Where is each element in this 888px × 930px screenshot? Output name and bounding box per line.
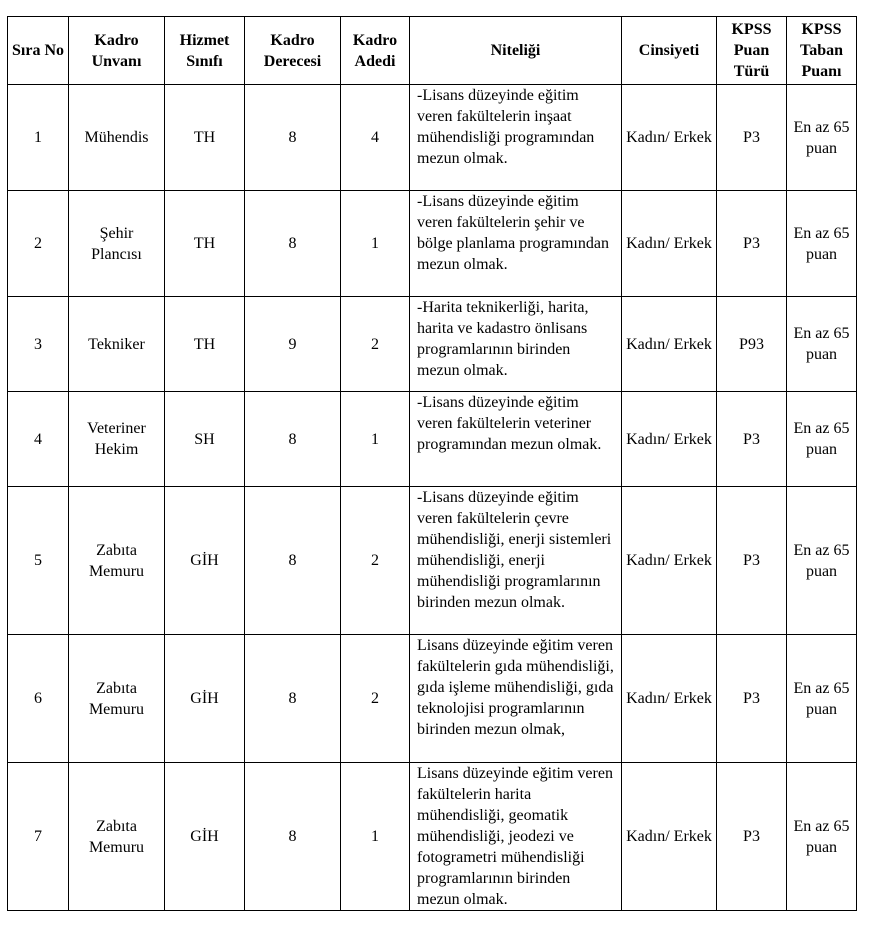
cell-unvan: Veteriner Hekim	[69, 392, 165, 487]
cell-adet: 1	[341, 191, 410, 297]
table-row	[8, 763, 857, 911]
header-hizmet-sinifi: Hizmet Sınıfı	[165, 17, 245, 85]
cell-taban: En az 65 puan	[787, 763, 857, 911]
table-row	[8, 85, 857, 191]
cell-puan-turu: P3	[717, 763, 787, 911]
cell-sinif: GİH	[165, 763, 245, 911]
cell-derece: 8	[245, 487, 341, 635]
cell-unvan: Zabıta Memuru	[69, 763, 165, 911]
cell-cinsiyet: Kadın/ Erkek	[622, 635, 717, 763]
cell-sira: 2	[8, 191, 69, 297]
header-row	[8, 17, 857, 85]
cell-sinif: GİH	[165, 635, 245, 763]
cell-puan-turu: P3	[717, 392, 787, 487]
cell-puan-turu: P3	[717, 487, 787, 635]
cell-taban: En az 65 puan	[787, 191, 857, 297]
cell-derece: 8	[245, 763, 341, 911]
cell-taban: En az 65 puan	[787, 297, 857, 392]
cell-derece: 8	[245, 392, 341, 487]
cell-derece: 8	[245, 85, 341, 191]
cell-cinsiyet: Kadın/ Erkek	[622, 85, 717, 191]
cell-taban: En az 65 puan	[787, 635, 857, 763]
cell-sira: 6	[8, 635, 69, 763]
kadro-table-wrapper	[7, 16, 857, 911]
cell-derece: 8	[245, 191, 341, 297]
cell-puan-turu: P3	[717, 191, 787, 297]
header-kadro-unvani: Kadro Unvanı	[69, 17, 165, 85]
cell-adet: 2	[341, 487, 410, 635]
table-row	[8, 297, 857, 392]
cell-sira: 4	[8, 392, 69, 487]
cell-nitelik: -Lisans düzeyinde eğitim veren fakültelerin inşaat mühendisliği programından mezun olmak.	[410, 85, 622, 191]
cell-sira: 1	[8, 85, 69, 191]
cell-unvan: Şehir Plancısı	[69, 191, 165, 297]
cell-nitelik: -Harita teknikerliği, harita, harita ve kadastro önlisans programlarının birinden mezun olmak.	[410, 297, 622, 392]
cell-unvan: Tekniker	[69, 297, 165, 392]
cell-sinif: TH	[165, 85, 245, 191]
header-kadro-adedi: Kadro Adedi	[341, 17, 410, 85]
cell-cinsiyet: Kadın/ Erkek	[622, 191, 717, 297]
cell-cinsiyet: Kadın/ Erkek	[622, 297, 717, 392]
cell-sinif: TH	[165, 191, 245, 297]
cell-nitelik: Lisans düzeyinde eğitim veren fakültelerin gıda mühendisliği, gıda işleme mühendisliği, gıda teknolojisi programlarının birinden mezun olmak,	[410, 635, 622, 763]
cell-sira: 3	[8, 297, 69, 392]
cell-unvan: Mühendis	[69, 85, 165, 191]
table-row	[8, 635, 857, 763]
cell-nitelik: -Lisans düzeyinde eğitim veren fakültelerin şehir ve bölge planlama programından mezun olmak.	[410, 191, 622, 297]
header-kadro-derecesi: Kadro Derecesi	[245, 17, 341, 85]
cell-adet: 2	[341, 297, 410, 392]
cell-taban: En az 65 puan	[787, 85, 857, 191]
cell-unvan: Zabıta Memuru	[69, 635, 165, 763]
cell-nitelik: -Lisans düzeyinde eğitim veren fakültelerin veteriner programından mezun olmak.	[410, 392, 622, 487]
cell-adet: 1	[341, 763, 410, 911]
cell-unvan: Zabıta Memuru	[69, 487, 165, 635]
header-niteligi: Niteliği	[410, 17, 622, 85]
kadro-table	[7, 16, 857, 911]
cell-nitelik: Lisans düzeyinde eğitim veren fakültelerin harita mühendisliği, geomatik mühendisliği, jeodezi ve fotogrametri mühendisliği programlarının birinden mezun olmak.	[410, 763, 622, 911]
cell-adet: 1	[341, 392, 410, 487]
cell-sinif: TH	[165, 297, 245, 392]
cell-derece: 9	[245, 297, 341, 392]
cell-nitelik: -Lisans düzeyinde eğitim veren fakültelerin çevre mühendisliği, enerji sistemleri mühendisliği, enerji mühendisliği programlarının birinden mezun olmak.	[410, 487, 622, 635]
cell-derece: 8	[245, 635, 341, 763]
cell-puan-turu: P93	[717, 297, 787, 392]
cell-sira: 5	[8, 487, 69, 635]
cell-sinif: GİH	[165, 487, 245, 635]
header-cinsiyeti: Cinsiyeti	[622, 17, 717, 85]
table-row	[8, 191, 857, 297]
cell-cinsiyet: Kadın/ Erkek	[622, 487, 717, 635]
cell-taban: En az 65 puan	[787, 487, 857, 635]
cell-sira: 7	[8, 763, 69, 911]
cell-cinsiyet: Kadın/ Erkek	[622, 392, 717, 487]
cell-taban: En az 65 puan	[787, 392, 857, 487]
cell-cinsiyet: Kadın/ Erkek	[622, 763, 717, 911]
cell-puan-turu: P3	[717, 85, 787, 191]
header-kpss-puan-turu: KPSS Puan Türü	[717, 17, 787, 85]
cell-adet: 2	[341, 635, 410, 763]
cell-adet: 4	[341, 85, 410, 191]
header-kpss-taban-puani: KPSS Taban Puanı	[787, 17, 857, 85]
cell-puan-turu: P3	[717, 635, 787, 763]
header-sira-no: Sıra No	[8, 17, 69, 85]
table-row	[8, 392, 857, 487]
table-row	[8, 487, 857, 635]
cell-sinif: SH	[165, 392, 245, 487]
